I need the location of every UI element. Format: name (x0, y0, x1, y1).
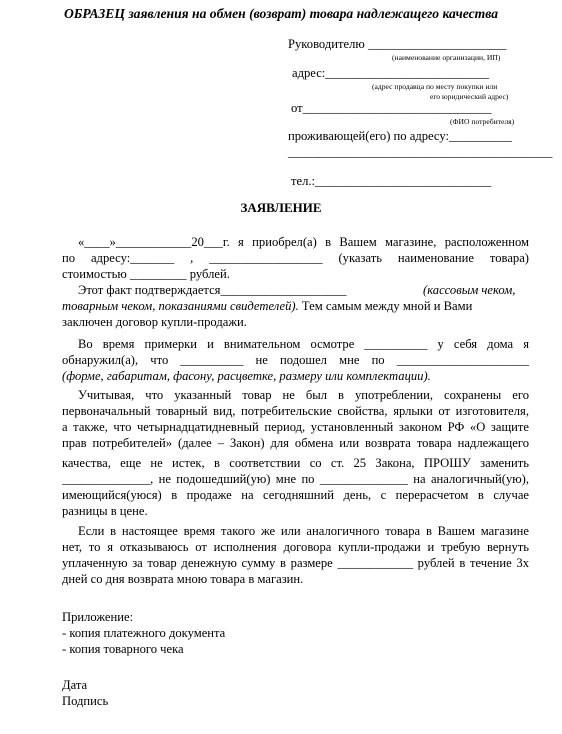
recipient-line: Руководителю ______________________ (288, 37, 507, 51)
attachment-item: - копия товарного чека (62, 642, 184, 656)
p5-line-2: нет, то я отказываюсь от исполнения договора купли-продажи и требую вернуть (62, 540, 529, 554)
p5-line-3: уплаченную за товар денежную сумму в размере ____________ рублей в течение 3х (62, 556, 529, 570)
p4-line-4: прав потребителей» (далее – Закон) для обмена или возврата товара надлежащего (62, 436, 529, 450)
p4-line-7: имеющийся(уюся) в продаже на сегодняшний день, с перерасчетом в случае (62, 488, 529, 502)
p1-line-1: «____»____________20___г. я приобрел(а) в Вашем магазине, расположенном (78, 235, 529, 249)
p4-line-3: а также, что четырнадцатидневный период, установленный законом РФ «О защите (62, 420, 529, 434)
phone-line: тел.:____________________________ (291, 174, 492, 188)
p2-line-1-italic: (кассовым чеком, (423, 283, 516, 297)
p1-line-2: по адресу:_______ , __________________ (указать наименование товара) (62, 251, 529, 265)
date-label: Дата (62, 678, 88, 692)
p5-line-1: Если в настоящее время такого же или аналогичного товара в Вашем магазине (78, 524, 529, 538)
p1-line-3: стоимостью _________ рублей. (62, 267, 230, 281)
p2-line-2 (62, 299, 472, 314)
p3-line-1: Во время примерки и внимательном осмотре __________ у себя дома я (78, 337, 529, 351)
statement-heading: ЗАЯВЛЕНИЕ (240, 200, 322, 215)
residing-address-line: __________________________________________ (288, 145, 553, 159)
address-hint-1: (адрес продавца по месту покупки или (372, 82, 498, 91)
attachment-item: - копия платежного документа (62, 626, 226, 640)
address-line: адрес:__________________________ (292, 66, 490, 80)
p3-line-2: обнаружил(а), что __________ не подошел мне по _____________________ (62, 353, 529, 367)
signature-label: Подпись (62, 694, 109, 708)
p4-line-5: качества, еще не истек, в соответствии со ст. 25 Закона, ПРОШУ заменить (62, 456, 529, 470)
p2-line-1 (78, 283, 346, 298)
recipient-hint: (наименование организации, ИП) (392, 53, 501, 62)
address-hint-2: его юридический адрес) (430, 92, 509, 101)
attachments-label: Приложение: (62, 610, 134, 624)
p5-line-4: дней со дня возврата мною товара в магазин. (62, 572, 304, 586)
p2-line-2-text: Тем самым между мной и Вами (298, 299, 473, 313)
p4-line-1: Учитывая, что указанный товар не был в употреблении, сохранены его (78, 388, 529, 402)
p4-line-6: ______________, не подошедший(ую) мне по ______________ на аналогичный(ую), (62, 472, 529, 486)
p4-line-8: разницы в цене. (62, 504, 148, 518)
p2-line-1-text: Этот факт подтверждается____________________ (78, 283, 347, 297)
p2-line-2-italic: товарным чеком, показаниями свидетелей). (62, 299, 299, 313)
document-title: ОБРАЗЕЦ заявления на обмен (возврат) товара надлежащего качества (63, 6, 499, 21)
from-hint: (ФИО потребителя) (450, 117, 515, 126)
p2-line-3: заключен договор купли-продажи. (62, 315, 247, 329)
residing-line: проживающей(его) по адресу:__________ (288, 129, 512, 143)
p3-line-3-italic: (форме, габаритам, фасону, расцветке, размеру или комплектации). (62, 369, 431, 383)
p4-line-2: первоначальный товарный вид, потребительские свойства, ярлыки от изготовителя, (62, 404, 529, 418)
from-line: от______________________________ (291, 101, 492, 115)
